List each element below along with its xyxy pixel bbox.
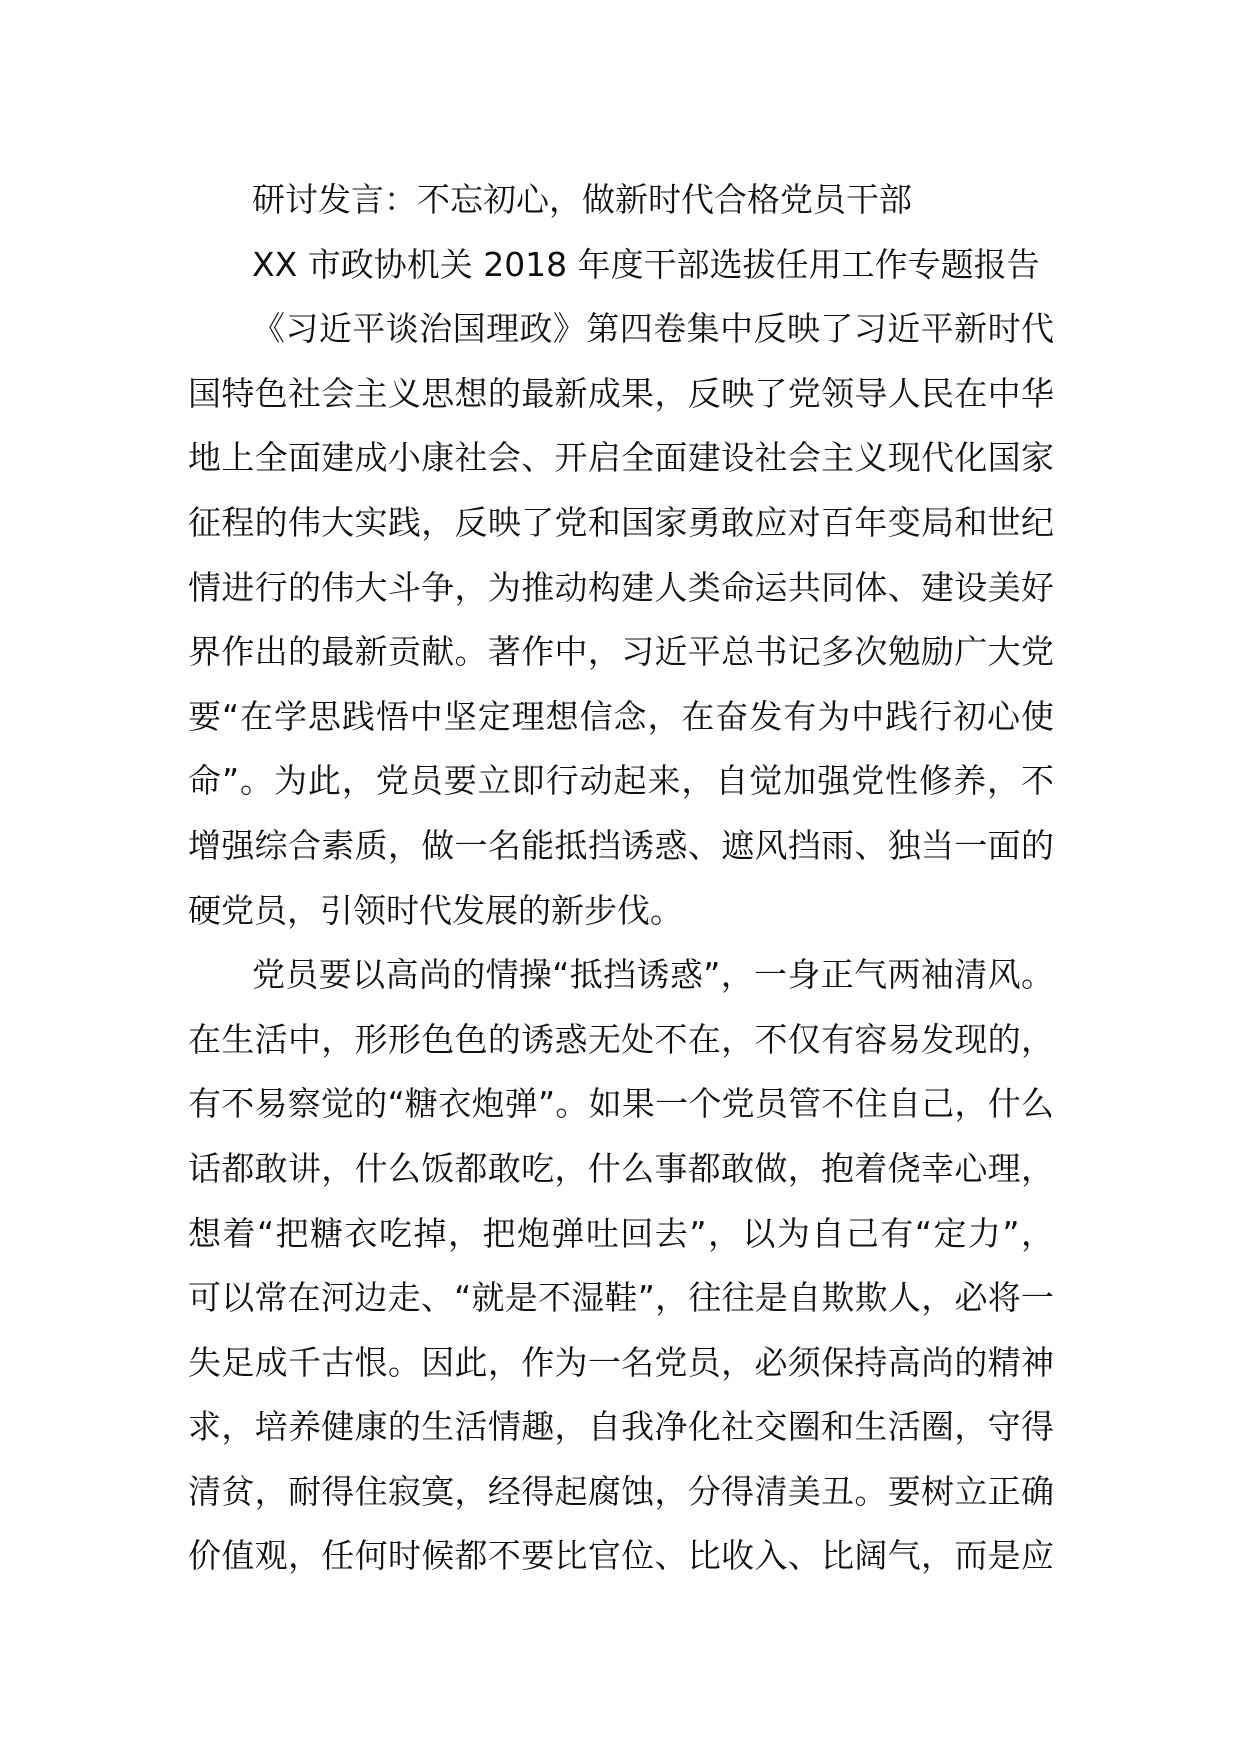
paragraph-line: 在生活中，形形色色的诱惑无处不在，不仅有容易发现的，: [188, 1019, 1054, 1059]
paragraph-line: 地上全面建成小康社会、开启全面建设社会主义现代化国家: [188, 438, 1054, 478]
paragraph-line: 硬党员，引领时代发展的新步伐。: [188, 890, 683, 930]
paragraph-line: 国特色社会主义思想的最新成果，反映了党领导人民在中华: [188, 373, 1054, 413]
paragraph-line: 《习近平谈治国理政》第四卷集中反映了习近平新时代: [252, 309, 1054, 349]
paragraph-line: 党员要以高尚的情操“抵挡诱惑”，一身正气两袖清风。: [252, 955, 1054, 995]
paragraph-1: [188, 297, 1054, 943]
paragraph-line: 增强综合素质，做一名能抵挡诱惑、遮风挡雨、独当一面的: [188, 825, 1054, 865]
paragraph-line: 命”。为此，党员要立即行动起来，自觉加强党性修养，不: [188, 761, 1054, 801]
paragraph-line: 想着“把糖衣吃掉，把炮弹吐回去”，以为自己有“定力”，: [188, 1213, 1054, 1253]
paragraph-line: 清贫，耐得住寂寞，经得起腐蚀，分得清美丑。要树立正确: [188, 1471, 1054, 1511]
paragraph-line: 征程的伟大实践，反映了党和国家勇敢应对百年变局和世纪: [188, 502, 1054, 542]
paragraph-line: 有不易察觉的“糖衣炮弹”。如果一个党员管不住自己，什么: [188, 1084, 1054, 1124]
document-title: 研讨发言：不忘初心，做新时代合格党员干部: [252, 180, 912, 219]
document-subtitle: XX 市政协机关 2018 年度干部选拔任用工作专题报告: [252, 244, 1040, 284]
paragraph-line: 话都敢讲，什么饭都敢吃，什么事都敢做，抱着侥幸心理，: [188, 1148, 1054, 1188]
document-page: [188, 168, 1054, 1589]
paragraph-2: [188, 943, 1054, 1589]
paragraph-line: 价值观，任何时候都不要比官位、比收入、比阔气，而是应: [188, 1536, 1054, 1576]
paragraph-line: 失足成千古恨。因此，作为一名党员，必须保持高尚的精神: [188, 1342, 1054, 1382]
paragraph-line: 求，培养健康的生活情趣，自我净化社交圈和生活圈，守得: [188, 1407, 1054, 1447]
paragraph-line: 界作出的最新贡献。著作中，习近平总书记多次勉励广大党: [188, 632, 1054, 672]
paragraph-line: 情进行的伟大斗争，为推动构建人类命运共同体、建设美好: [188, 567, 1054, 607]
paragraph-line: 要“在学思践悟中坚定理想信念，在奋发有为中践行初心使: [188, 696, 1054, 736]
paragraph-line: 可以常在河边走、“就是不湿鞋”，往往是自欺欺人，必将一: [188, 1278, 1054, 1318]
